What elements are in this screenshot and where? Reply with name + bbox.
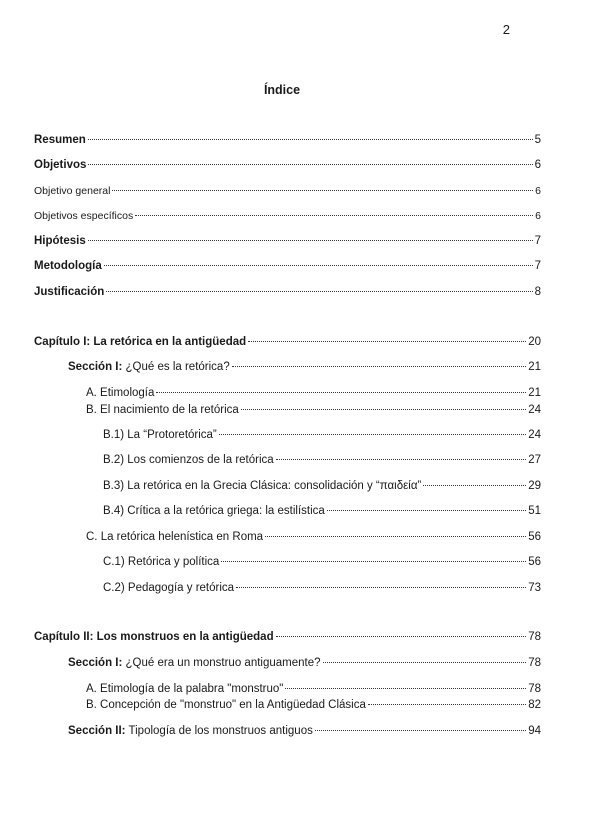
page-title: Índice [263, 83, 301, 97]
toc-ch1-item-c1: C.1) Retórica y política 56 [103, 556, 541, 568]
toc-ch1-item-b3: B.3) La retórica en la Grecia Clásica: consolidación y “παιδεία” 29 [103, 480, 541, 492]
toc-entry-resumen: Resumen 5 [34, 134, 541, 146]
toc-ch1-item-b: B. El nacimiento de la retórica 24 [86, 404, 541, 416]
toc-chapter-2: Capítulo II: Los monstruos en la antigüedad 78 [34, 631, 541, 643]
toc-ch2-section-2: Sección II: Tipología de los monstruos antiguos 94 [68, 725, 541, 737]
toc-ch2-item-a: A. Etimología de la palabra "monstruo" 78 [86, 683, 541, 695]
toc-ch1-item-c: C. La retórica helenística en Roma 56 [86, 531, 541, 543]
toc-ch2-section-1: Sección I: ¿Qué era un monstruo antiguamente? 78 [68, 657, 541, 669]
toc-ch1-item-b4: B.4) Crítica a la retórica griega: la estilística 51 [103, 505, 541, 517]
toc-ch2-item-b: B. Concepción de "monstruo" en la Antigüedad Clásica 82 [86, 699, 541, 711]
toc-ch1-item-b1: B.1) La “Protoretórica” 24 [103, 429, 541, 441]
toc-entry-objetivos-especificos: Objetivos específicos 6 [34, 210, 541, 222]
toc-ch1-item-b2: B.2) Los comienzos de la retórica 27 [103, 454, 541, 466]
toc-chapter-1: Capítulo I: La retórica en la antigüedad 20 [34, 336, 541, 348]
toc-entry-metodologia: Metodología 7 [34, 260, 541, 272]
toc-ch1-item-c2: C.2) Pedagogía y retórica 73 [103, 582, 541, 594]
toc-entry-hipotesis: Hipótesis 7 [34, 235, 541, 247]
toc-entry-justificacion: Justificación 8 [34, 286, 541, 298]
toc-ch1-section-1: Sección I: ¿Qué es la retórica? 21 [68, 361, 541, 373]
toc-entry-objetivo-general: Objetivo general 6 [34, 185, 541, 197]
toc-entry-objetivos: Objetivos 6 [34, 159, 541, 171]
toc-ch1-item-a: A. Etimología 21 [86, 387, 541, 399]
page-number: 2 [502, 22, 510, 37]
